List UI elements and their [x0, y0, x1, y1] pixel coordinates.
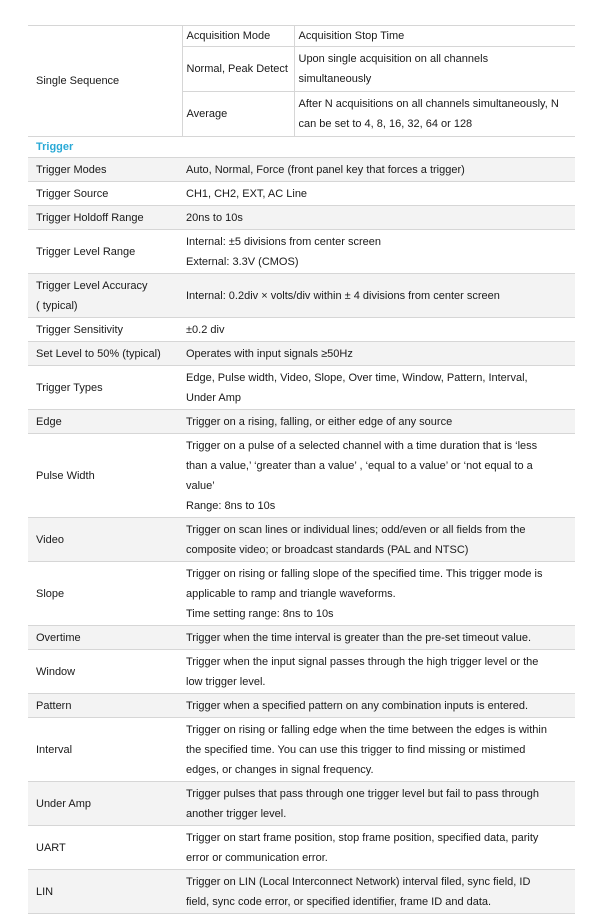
spec-value-line: edges, or changes in signal frequency.	[186, 763, 374, 776]
acquisition-mode-cell: Normal, Peak Detect	[182, 47, 294, 92]
spec-value-line: Trigger on rising or falling edge when the time between the edges is within	[186, 723, 547, 736]
spec-value	[182, 694, 575, 718]
spec-value-line: Trigger when the time interval is greater than the pre-set timeout value.	[186, 631, 532, 644]
spec-label	[28, 230, 182, 274]
spec-value-line: Range: 8ns to 10s	[186, 499, 276, 512]
spec-label-line: Pattern	[36, 699, 72, 712]
spec-row	[28, 342, 575, 366]
spec-label-line: UART	[36, 841, 66, 854]
spec-label-line: Trigger Level Range	[36, 245, 136, 258]
spec-label	[28, 182, 182, 206]
spec-value-line: Trigger on start frame position, stop frame position, specified data, parity	[186, 831, 539, 844]
stop-line: Upon single acquisition on all channels	[298, 53, 489, 65]
spec-row	[28, 206, 575, 230]
spec-table	[28, 25, 575, 914]
spec-label	[28, 434, 182, 518]
spec-row	[28, 230, 575, 274]
acquisition-stop-time-header: Acquisition Stop Time	[294, 26, 575, 47]
spec-row	[28, 434, 575, 518]
spec-value	[182, 410, 575, 434]
spec-value-line: applicable to ramp and triangle waveforms.	[186, 587, 396, 600]
spec-row	[28, 870, 575, 914]
spec-row	[28, 694, 575, 718]
spec-value-line: 20ns to 10s	[186, 211, 243, 224]
spec-row	[28, 318, 575, 342]
acquisition-mode-cell: Average	[182, 92, 294, 137]
spec-label	[28, 318, 182, 342]
spec-label	[28, 870, 182, 914]
spec-row	[28, 562, 575, 626]
spec-value-line: CH1, CH2, EXT, AC Line	[186, 187, 308, 200]
spec-value-line: field, sync code error, or specified identifier, frame ID and data.	[186, 895, 492, 908]
spec-value-line: Auto, Normal, Force (front panel key that forces a trigger)	[186, 163, 465, 176]
spec-value	[182, 158, 575, 182]
spec-value-line: error or communication error.	[186, 851, 328, 864]
single-sequence-label: Single Sequence	[28, 26, 182, 137]
spec-row	[28, 410, 575, 434]
spec-value-line: Trigger on a pulse of a selected channel with a time duration that is ‘less	[186, 439, 538, 452]
spec-label-line: Window	[36, 665, 76, 678]
spec-label-line: Trigger Modes	[36, 163, 107, 176]
spec-label	[28, 410, 182, 434]
spec-label-line: Slope	[36, 587, 65, 600]
spec-value	[182, 518, 575, 562]
spec-value-line: Trigger on rising or falling slope of the specified time. This trigger mode is	[186, 567, 543, 580]
spec-label-line: Pulse Width	[36, 469, 95, 482]
spec-value-line: than a value,’ ‘greater than a value’ , ‘equal to a value’ or ‘not equal to a	[186, 459, 533, 472]
spec-label-line: Trigger Level Accuracy	[36, 279, 148, 292]
spec-label-line: Trigger Holdoff Range	[36, 211, 144, 224]
spec-value	[182, 782, 575, 826]
spec-label	[28, 366, 182, 410]
spec-value	[182, 230, 575, 274]
spec-value-line: Trigger on a rising, falling, or either edge of any source	[186, 415, 453, 428]
spec-value	[182, 562, 575, 626]
spec-value	[182, 626, 575, 650]
spec-sheet	[28, 25, 575, 914]
spec-value-line: Internal: ±5 divisions from center screen	[186, 235, 381, 248]
spec-row	[28, 782, 575, 826]
spec-label-line: Video	[36, 533, 64, 546]
spec-value	[182, 182, 575, 206]
spec-value-line: another trigger level.	[186, 807, 287, 820]
spec-label	[28, 650, 182, 694]
spec-value-line: Time setting range: 8ns to 10s	[186, 607, 334, 620]
spec-value	[182, 342, 575, 366]
spec-value-line: Trigger on scan lines or individual lines; odd/even or all fields from the	[186, 523, 526, 536]
spec-value	[182, 318, 575, 342]
spec-label	[28, 782, 182, 826]
spec-value	[182, 870, 575, 914]
spec-label	[28, 518, 182, 562]
spec-label-line: Interval	[36, 743, 73, 756]
spec-label	[28, 158, 182, 182]
spec-value-line: Edge, Pulse width, Video, Slope, Over time, Window, Pattern, Interval,	[186, 371, 528, 384]
spec-label	[28, 718, 182, 782]
spec-value-line: Trigger when a specified pattern on any combination inputs is entered.	[186, 699, 529, 712]
spec-row	[28, 158, 575, 182]
spec-row	[28, 718, 575, 782]
acquisition-mode-header: Acquisition Mode	[182, 26, 294, 47]
spec-label	[28, 626, 182, 650]
acquisition-stop-cell	[294, 47, 575, 92]
spec-value-line: composite video; or broadcast standards (PAL and NTSC)	[186, 543, 469, 556]
spec-value	[182, 718, 575, 782]
spec-value	[182, 274, 575, 318]
spec-label	[28, 342, 182, 366]
spec-label-line: Trigger Sensitivity	[36, 323, 124, 336]
spec-label	[28, 694, 182, 718]
spec-value-line: low trigger level.	[186, 675, 266, 688]
spec-value	[182, 434, 575, 518]
spec-label-line: Trigger Source	[36, 187, 109, 200]
spec-label-line: LIN	[36, 885, 54, 898]
spec-label-line: ( typical)	[36, 299, 78, 312]
spec-value-line: Operates with input signals ≥50Hz	[186, 347, 353, 360]
trigger-section-row	[28, 137, 575, 158]
spec-label	[28, 206, 182, 230]
spec-label-line: Trigger Types	[36, 381, 103, 394]
spec-row	[28, 826, 575, 870]
spec-row	[28, 650, 575, 694]
spec-label	[28, 274, 182, 318]
spec-value-line: Trigger on LIN (Local Interconnect Network) interval filed, sync field, ID	[186, 875, 531, 888]
spec-row	[28, 626, 575, 650]
spec-value	[182, 650, 575, 694]
single-sequence-header-row	[28, 26, 575, 47]
spec-value	[182, 206, 575, 230]
stop-line: can be set to 4, 8, 16, 32, 64 or 128	[298, 118, 473, 130]
spec-label-line: Edge	[36, 415, 62, 428]
spec-value-line: Trigger pulses that pass through one trigger level but fail to pass through	[186, 787, 540, 800]
spec-label-line: Overtime	[36, 631, 81, 644]
trigger-section-heading: Trigger	[28, 137, 575, 158]
acquisition-stop-cell	[294, 92, 575, 137]
spec-value	[182, 366, 575, 410]
spec-label	[28, 562, 182, 626]
spec-label-line: Under Amp	[36, 797, 92, 810]
spec-label-line: Set Level to 50% (typical)	[36, 347, 161, 360]
spec-value	[182, 826, 575, 870]
spec-row	[28, 182, 575, 206]
spec-value-line: value’	[186, 479, 215, 492]
spec-label	[28, 826, 182, 870]
spec-value-line: ±0.2 div	[186, 323, 225, 336]
spec-row	[28, 274, 575, 318]
spec-value-line: External: 3.3V (CMOS)	[186, 255, 299, 268]
spec-value-line: Trigger when the input signal passes through the high trigger level or the	[186, 655, 539, 668]
stop-line: simultaneously	[298, 73, 372, 85]
spec-value-line: the specified time. You can use this trigger to find missing or mistimed	[186, 743, 526, 756]
spec-value-line: Internal: 0.2div × volts/div within ± 4 divisions from center screen	[186, 289, 500, 302]
stop-line: After N acquisitions on all channels simultaneously, N	[298, 98, 559, 110]
spec-row	[28, 366, 575, 410]
spec-row	[28, 518, 575, 562]
spec-value-line: Under Amp	[186, 391, 242, 404]
